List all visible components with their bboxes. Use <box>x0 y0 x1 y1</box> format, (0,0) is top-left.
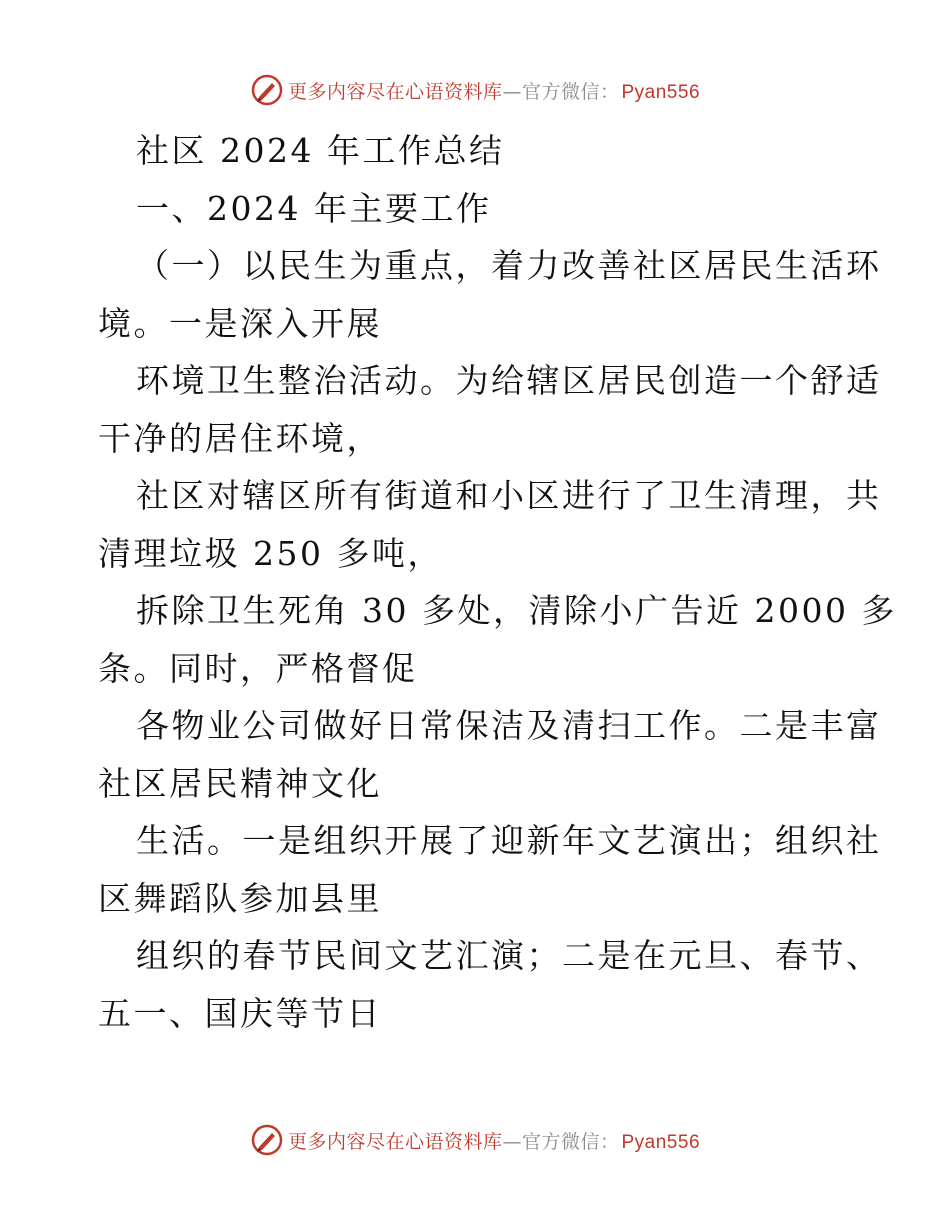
pen-logo-icon <box>250 1123 284 1157</box>
paragraph-line: 环境卫生整治活动。为给辖区居民创造一个舒适 <box>136 361 882 400</box>
footer-banner-library: 更多内容尽在心语资料库 <box>287 1130 503 1153</box>
footer-banner-wechat-id: Pyan556 <box>621 1131 701 1153</box>
header-banner-wechat-id: Pyan556 <box>621 81 701 103</box>
document-title: 社区 2024 年工作总结 <box>136 131 505 170</box>
pen-logo-icon <box>250 73 284 107</box>
section-heading: 一、2024 年主要工作 <box>136 188 492 228</box>
paragraph-line: 组织的春节民间文艺汇演；二是在元旦、春节、 <box>136 936 882 975</box>
header-banner-library: 更多内容尽在心语资料库 <box>287 80 503 103</box>
document-body <box>98 122 897 1042</box>
paragraph-line: （一）以民生为重点，着力改善社区居民生活环 <box>136 246 882 285</box>
paragraph-line: 境。一是深入开展 <box>98 303 382 343</box>
header-banner <box>0 70 950 110</box>
paragraph-line: 五一、国庆等节日 <box>98 993 382 1033</box>
paragraph-line: 各物业公司做好日常保洁及清扫工作。二是丰富 <box>136 706 882 745</box>
footer-banner-text <box>288 1127 700 1154</box>
header-banner-official: —官方微信： <box>502 80 620 103</box>
header-banner-text <box>288 77 700 104</box>
paragraph-line: 清理垃圾 250 多吨， <box>98 533 443 573</box>
paragraph-line: 区舞蹈队参加县里 <box>98 878 382 918</box>
footer-banner-official: —官方微信： <box>502 1130 620 1153</box>
paragraph-line: 干净的居住环境， <box>98 418 382 458</box>
paragraph-line: 社区对辖区所有街道和小区进行了卫生清理，共 <box>136 476 882 515</box>
paragraph-line: 社区居民精神文化 <box>98 763 382 803</box>
footer-banner <box>0 1120 950 1160</box>
paragraph-line: 拆除卫生死角 30 多处，清除小广告近 2000 多 <box>136 591 897 630</box>
paragraph-line: 条。同时，严格督促 <box>98 648 418 688</box>
paragraph-line: 生活。一是组织开展了迎新年文艺演出；组织社 <box>136 821 882 860</box>
